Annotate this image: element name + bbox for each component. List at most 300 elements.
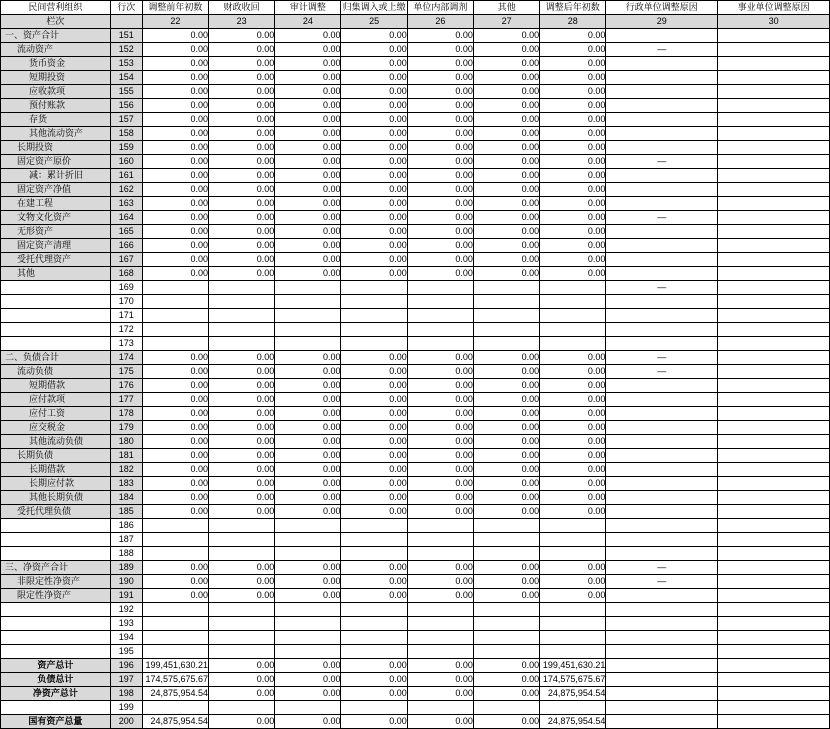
cell-col-23[interactable]: [209, 547, 275, 561]
cell-col-24[interactable]: [275, 533, 341, 547]
cell-col-28[interactable]: 0.00: [540, 183, 606, 197]
cell-col-27[interactable]: 0.00: [473, 379, 539, 393]
cell-col-23[interactable]: [209, 631, 275, 645]
cell-col-25[interactable]: [341, 533, 407, 547]
cell-col-27[interactable]: 0.00: [473, 29, 539, 43]
cell-col-22[interactable]: 0.00: [142, 141, 208, 155]
cell-col-22[interactable]: 0.00: [142, 477, 208, 491]
cell-col-23[interactable]: 0.00: [209, 379, 275, 393]
cell-col-25[interactable]: 0.00: [341, 449, 407, 463]
cell-col-28[interactable]: 0.00: [540, 57, 606, 71]
cell-col-30[interactable]: [718, 253, 830, 267]
cell-col-28[interactable]: 0.00: [540, 99, 606, 113]
cell-col-25[interactable]: 0.00: [341, 127, 407, 141]
cell-col-29[interactable]: [606, 57, 718, 71]
cell-col-24[interactable]: 0.00: [275, 659, 341, 673]
cell-col-22[interactable]: 0.00: [142, 561, 208, 575]
cell-col-29[interactable]: [606, 519, 718, 533]
cell-col-27[interactable]: 0.00: [473, 211, 539, 225]
cell-col-30[interactable]: [718, 491, 830, 505]
cell-col-24[interactable]: 0.00: [275, 379, 341, 393]
cell-col-27[interactable]: 0.00: [473, 673, 539, 687]
cell-col-29[interactable]: [606, 659, 718, 673]
cell-col-26[interactable]: [407, 547, 473, 561]
cell-col-28[interactable]: 0.00: [540, 197, 606, 211]
cell-col-24[interactable]: 0.00: [275, 477, 341, 491]
cell-col-30[interactable]: [718, 449, 830, 463]
cell-col-25[interactable]: 0.00: [341, 57, 407, 71]
cell-col-28[interactable]: 24,875,954.54: [540, 715, 606, 729]
cell-col-30[interactable]: [718, 225, 830, 239]
cell-col-28[interactable]: 0.00: [540, 393, 606, 407]
cell-col-27[interactable]: [473, 617, 539, 631]
cell-col-29[interactable]: [606, 99, 718, 113]
cell-col-26[interactable]: 0.00: [407, 673, 473, 687]
cell-col-23[interactable]: 0.00: [209, 393, 275, 407]
cell-col-30[interactable]: [718, 561, 830, 575]
cell-col-25[interactable]: [341, 603, 407, 617]
cell-col-27[interactable]: 0.00: [473, 155, 539, 169]
cell-col-29[interactable]: [606, 267, 718, 281]
cell-col-28[interactable]: 0.00: [540, 211, 606, 225]
cell-col-29[interactable]: [606, 71, 718, 85]
cell-col-23[interactable]: 0.00: [209, 435, 275, 449]
cell-col-24[interactable]: 0.00: [275, 421, 341, 435]
cell-col-28[interactable]: 0.00: [540, 113, 606, 127]
cell-col-30[interactable]: [718, 687, 830, 701]
cell-col-26[interactable]: 0.00: [407, 225, 473, 239]
cell-col-30[interactable]: [718, 99, 830, 113]
cell-col-23[interactable]: 0.00: [209, 491, 275, 505]
cell-col-22[interactable]: [142, 309, 208, 323]
cell-col-27[interactable]: 0.00: [473, 449, 539, 463]
cell-col-26[interactable]: 0.00: [407, 141, 473, 155]
cell-col-29[interactable]: [606, 463, 718, 477]
cell-col-25[interactable]: [341, 295, 407, 309]
cell-col-30[interactable]: [718, 85, 830, 99]
cell-col-28[interactable]: [540, 337, 606, 351]
cell-col-28[interactable]: [540, 519, 606, 533]
cell-col-27[interactable]: [473, 323, 539, 337]
cell-col-25[interactable]: 0.00: [341, 169, 407, 183]
cell-col-27[interactable]: 0.00: [473, 239, 539, 253]
cell-col-28[interactable]: [540, 603, 606, 617]
cell-col-26[interactable]: 0.00: [407, 71, 473, 85]
cell-col-29[interactable]: —: [606, 281, 718, 295]
cell-col-22[interactable]: 0.00: [142, 43, 208, 57]
cell-col-27[interactable]: 0.00: [473, 435, 539, 449]
cell-col-28[interactable]: [540, 701, 606, 715]
cell-col-23[interactable]: 0.00: [209, 365, 275, 379]
cell-col-27[interactable]: [473, 519, 539, 533]
cell-col-22[interactable]: 0.00: [142, 155, 208, 169]
cell-col-26[interactable]: 0.00: [407, 715, 473, 729]
cell-col-26[interactable]: 0.00: [407, 575, 473, 589]
cell-col-25[interactable]: 0.00: [341, 29, 407, 43]
cell-col-23[interactable]: 0.00: [209, 477, 275, 491]
cell-col-26[interactable]: 0.00: [407, 491, 473, 505]
cell-col-24[interactable]: 0.00: [275, 155, 341, 169]
cell-col-24[interactable]: 0.00: [275, 99, 341, 113]
cell-col-25[interactable]: 0.00: [341, 211, 407, 225]
cell-col-26[interactable]: [407, 645, 473, 659]
cell-col-26[interactable]: 0.00: [407, 43, 473, 57]
cell-col-23[interactable]: [209, 701, 275, 715]
cell-col-29[interactable]: [606, 309, 718, 323]
cell-col-30[interactable]: [718, 295, 830, 309]
cell-col-29[interactable]: —: [606, 351, 718, 365]
cell-col-23[interactable]: 0.00: [209, 183, 275, 197]
cell-col-28[interactable]: 0.00: [540, 141, 606, 155]
cell-col-28[interactable]: [540, 533, 606, 547]
cell-col-29[interactable]: —: [606, 155, 718, 169]
cell-col-26[interactable]: 0.00: [407, 351, 473, 365]
cell-col-22[interactable]: 0.00: [142, 267, 208, 281]
cell-col-30[interactable]: [718, 393, 830, 407]
cell-col-26[interactable]: 0.00: [407, 267, 473, 281]
cell-col-22[interactable]: 0.00: [142, 225, 208, 239]
cell-col-22[interactable]: 0.00: [142, 57, 208, 71]
cell-col-24[interactable]: [275, 631, 341, 645]
cell-col-30[interactable]: [718, 43, 830, 57]
cell-col-29[interactable]: —: [606, 575, 718, 589]
cell-col-24[interactable]: 0.00: [275, 127, 341, 141]
cell-col-24[interactable]: 0.00: [275, 211, 341, 225]
cell-col-29[interactable]: [606, 715, 718, 729]
cell-col-30[interactable]: [718, 715, 830, 729]
cell-col-30[interactable]: [718, 309, 830, 323]
cell-col-25[interactable]: 0.00: [341, 477, 407, 491]
cell-col-24[interactable]: [275, 547, 341, 561]
cell-col-24[interactable]: [275, 337, 341, 351]
cell-col-23[interactable]: [209, 519, 275, 533]
cell-col-26[interactable]: 0.00: [407, 365, 473, 379]
cell-col-27[interactable]: 0.00: [473, 85, 539, 99]
cell-col-25[interactable]: [341, 631, 407, 645]
cell-col-24[interactable]: 0.00: [275, 57, 341, 71]
cell-col-27[interactable]: 0.00: [473, 225, 539, 239]
cell-col-29[interactable]: [606, 687, 718, 701]
cell-col-28[interactable]: 0.00: [540, 561, 606, 575]
cell-col-23[interactable]: 0.00: [209, 407, 275, 421]
cell-col-23[interactable]: 0.00: [209, 687, 275, 701]
cell-col-30[interactable]: [718, 365, 830, 379]
cell-col-28[interactable]: 0.00: [540, 421, 606, 435]
cell-col-24[interactable]: 0.00: [275, 239, 341, 253]
cell-col-27[interactable]: 0.00: [473, 141, 539, 155]
cell-col-30[interactable]: [718, 589, 830, 603]
cell-col-25[interactable]: 0.00: [341, 85, 407, 99]
cell-col-26[interactable]: 0.00: [407, 253, 473, 267]
cell-col-23[interactable]: [209, 603, 275, 617]
cell-col-22[interactable]: 0.00: [142, 113, 208, 127]
cell-col-29[interactable]: [606, 29, 718, 43]
cell-col-22[interactable]: [142, 617, 208, 631]
cell-col-22[interactable]: 0.00: [142, 449, 208, 463]
cell-col-25[interactable]: 0.00: [341, 393, 407, 407]
cell-col-30[interactable]: [718, 323, 830, 337]
cell-col-25[interactable]: 0.00: [341, 183, 407, 197]
cell-col-27[interactable]: 0.00: [473, 127, 539, 141]
cell-col-26[interactable]: [407, 617, 473, 631]
cell-col-22[interactable]: [142, 701, 208, 715]
cell-col-28[interactable]: 24,875,954.54: [540, 687, 606, 701]
cell-col-29[interactable]: [606, 169, 718, 183]
cell-col-22[interactable]: 0.00: [142, 421, 208, 435]
cell-col-29[interactable]: [606, 239, 718, 253]
cell-col-29[interactable]: —: [606, 43, 718, 57]
cell-col-23[interactable]: 0.00: [209, 673, 275, 687]
cell-col-24[interactable]: [275, 617, 341, 631]
cell-col-30[interactable]: [718, 169, 830, 183]
cell-col-27[interactable]: 0.00: [473, 43, 539, 57]
cell-col-23[interactable]: 0.00: [209, 99, 275, 113]
cell-col-24[interactable]: 0.00: [275, 267, 341, 281]
cell-col-22[interactable]: 0.00: [142, 197, 208, 211]
cell-col-25[interactable]: 0.00: [341, 225, 407, 239]
cell-col-30[interactable]: [718, 477, 830, 491]
cell-col-25[interactable]: [341, 309, 407, 323]
cell-col-23[interactable]: 0.00: [209, 85, 275, 99]
cell-col-30[interactable]: [718, 197, 830, 211]
cell-col-22[interactable]: 0.00: [142, 379, 208, 393]
cell-col-22[interactable]: 24,875,954.54: [142, 715, 208, 729]
cell-col-29[interactable]: —: [606, 365, 718, 379]
cell-col-30[interactable]: [718, 659, 830, 673]
cell-col-30[interactable]: [718, 603, 830, 617]
cell-col-27[interactable]: 0.00: [473, 253, 539, 267]
cell-col-25[interactable]: [341, 323, 407, 337]
cell-col-22[interactable]: 0.00: [142, 71, 208, 85]
cell-col-24[interactable]: 0.00: [275, 673, 341, 687]
cell-col-30[interactable]: [718, 505, 830, 519]
cell-col-28[interactable]: 0.00: [540, 253, 606, 267]
cell-col-22[interactable]: [142, 547, 208, 561]
cell-col-24[interactable]: 0.00: [275, 575, 341, 589]
cell-col-25[interactable]: 0.00: [341, 379, 407, 393]
cell-col-26[interactable]: 0.00: [407, 561, 473, 575]
cell-col-26[interactable]: 0.00: [407, 407, 473, 421]
cell-col-23[interactable]: 0.00: [209, 589, 275, 603]
cell-col-25[interactable]: 0.00: [341, 43, 407, 57]
cell-col-30[interactable]: [718, 631, 830, 645]
cell-col-30[interactable]: [718, 211, 830, 225]
cell-col-29[interactable]: [606, 379, 718, 393]
cell-col-22[interactable]: 0.00: [142, 211, 208, 225]
cell-col-30[interactable]: [718, 519, 830, 533]
cell-col-28[interactable]: 0.00: [540, 239, 606, 253]
cell-col-29[interactable]: [606, 323, 718, 337]
cell-col-28[interactable]: 0.00: [540, 589, 606, 603]
cell-col-28[interactable]: 0.00: [540, 169, 606, 183]
cell-col-22[interactable]: [142, 603, 208, 617]
cell-col-28[interactable]: 174,575,675.67: [540, 673, 606, 687]
cell-col-29[interactable]: —: [606, 561, 718, 575]
cell-col-22[interactable]: 0.00: [142, 435, 208, 449]
cell-col-24[interactable]: 0.00: [275, 141, 341, 155]
cell-col-22[interactable]: 0.00: [142, 253, 208, 267]
cell-col-26[interactable]: [407, 533, 473, 547]
cell-col-26[interactable]: 0.00: [407, 85, 473, 99]
cell-col-23[interactable]: 0.00: [209, 253, 275, 267]
cell-col-26[interactable]: [407, 603, 473, 617]
cell-col-28[interactable]: [540, 547, 606, 561]
cell-col-23[interactable]: 0.00: [209, 211, 275, 225]
cell-col-26[interactable]: 0.00: [407, 29, 473, 43]
cell-col-22[interactable]: 0.00: [142, 183, 208, 197]
cell-col-29[interactable]: [606, 225, 718, 239]
cell-col-25[interactable]: 0.00: [341, 253, 407, 267]
cell-col-27[interactable]: 0.00: [473, 463, 539, 477]
cell-col-26[interactable]: 0.00: [407, 589, 473, 603]
cell-col-29[interactable]: [606, 197, 718, 211]
cell-col-30[interactable]: [718, 281, 830, 295]
cell-col-30[interactable]: [718, 575, 830, 589]
cell-col-26[interactable]: 0.00: [407, 183, 473, 197]
cell-col-27[interactable]: [473, 603, 539, 617]
cell-col-25[interactable]: 0.00: [341, 99, 407, 113]
cell-col-30[interactable]: [718, 71, 830, 85]
cell-col-29[interactable]: [606, 701, 718, 715]
cell-col-25[interactable]: 0.00: [341, 463, 407, 477]
cell-col-26[interactable]: 0.00: [407, 435, 473, 449]
cell-col-23[interactable]: [209, 617, 275, 631]
cell-col-27[interactable]: 0.00: [473, 267, 539, 281]
cell-col-24[interactable]: 0.00: [275, 589, 341, 603]
cell-col-25[interactable]: 0.00: [341, 659, 407, 673]
cell-col-23[interactable]: 0.00: [209, 449, 275, 463]
cell-col-25[interactable]: 0.00: [341, 575, 407, 589]
cell-col-26[interactable]: 0.00: [407, 379, 473, 393]
cell-col-30[interactable]: [718, 617, 830, 631]
cell-col-25[interactable]: 0.00: [341, 421, 407, 435]
cell-col-23[interactable]: 0.00: [209, 113, 275, 127]
cell-col-26[interactable]: [407, 701, 473, 715]
cell-col-27[interactable]: 0.00: [473, 561, 539, 575]
cell-col-23[interactable]: 0.00: [209, 351, 275, 365]
cell-col-22[interactable]: 0.00: [142, 407, 208, 421]
cell-col-22[interactable]: [142, 533, 208, 547]
cell-col-25[interactable]: [341, 519, 407, 533]
cell-col-23[interactable]: [209, 309, 275, 323]
cell-col-22[interactable]: 0.00: [142, 99, 208, 113]
cell-col-28[interactable]: 0.00: [540, 85, 606, 99]
cell-col-22[interactable]: 0.00: [142, 575, 208, 589]
cell-col-30[interactable]: [718, 407, 830, 421]
cell-col-23[interactable]: 0.00: [209, 141, 275, 155]
cell-col-23[interactable]: 0.00: [209, 463, 275, 477]
cell-col-27[interactable]: [473, 547, 539, 561]
cell-col-26[interactable]: 0.00: [407, 449, 473, 463]
cell-col-28[interactable]: 0.00: [540, 365, 606, 379]
cell-col-25[interactable]: 0.00: [341, 365, 407, 379]
cell-col-28[interactable]: 0.00: [540, 225, 606, 239]
cell-col-28[interactable]: [540, 645, 606, 659]
cell-col-24[interactable]: 0.00: [275, 253, 341, 267]
cell-col-29[interactable]: —: [606, 211, 718, 225]
cell-col-25[interactable]: 0.00: [341, 113, 407, 127]
cell-col-30[interactable]: [718, 645, 830, 659]
cell-col-29[interactable]: [606, 393, 718, 407]
cell-col-23[interactable]: 0.00: [209, 57, 275, 71]
cell-col-27[interactable]: 0.00: [473, 477, 539, 491]
cell-col-26[interactable]: [407, 295, 473, 309]
cell-col-30[interactable]: [718, 701, 830, 715]
cell-col-23[interactable]: 0.00: [209, 43, 275, 57]
cell-col-25[interactable]: 0.00: [341, 239, 407, 253]
cell-col-22[interactable]: 0.00: [142, 491, 208, 505]
cell-col-27[interactable]: [473, 281, 539, 295]
cell-col-29[interactable]: [606, 113, 718, 127]
cell-col-29[interactable]: [606, 477, 718, 491]
cell-col-22[interactable]: [142, 323, 208, 337]
cell-col-23[interactable]: 0.00: [209, 29, 275, 43]
cell-col-29[interactable]: [606, 505, 718, 519]
cell-col-29[interactable]: [606, 183, 718, 197]
cell-col-28[interactable]: 0.00: [540, 43, 606, 57]
cell-col-25[interactable]: 0.00: [341, 71, 407, 85]
cell-col-24[interactable]: 0.00: [275, 407, 341, 421]
cell-col-24[interactable]: 0.00: [275, 463, 341, 477]
cell-col-22[interactable]: 0.00: [142, 589, 208, 603]
cell-col-28[interactable]: 0.00: [540, 155, 606, 169]
cell-col-30[interactable]: [718, 155, 830, 169]
cell-col-23[interactable]: [209, 533, 275, 547]
cell-col-24[interactable]: 0.00: [275, 491, 341, 505]
cell-col-24[interactable]: 0.00: [275, 715, 341, 729]
cell-col-26[interactable]: 0.00: [407, 477, 473, 491]
cell-col-30[interactable]: [718, 533, 830, 547]
cell-col-24[interactable]: 0.00: [275, 449, 341, 463]
cell-col-27[interactable]: [473, 309, 539, 323]
cell-col-29[interactable]: [606, 337, 718, 351]
cell-col-29[interactable]: [606, 253, 718, 267]
cell-col-24[interactable]: 0.00: [275, 505, 341, 519]
cell-col-25[interactable]: [341, 617, 407, 631]
cell-col-23[interactable]: 0.00: [209, 715, 275, 729]
cell-col-27[interactable]: 0.00: [473, 393, 539, 407]
cell-col-26[interactable]: 0.00: [407, 505, 473, 519]
cell-col-24[interactable]: [275, 295, 341, 309]
cell-col-28[interactable]: 0.00: [540, 435, 606, 449]
cell-col-27[interactable]: [473, 533, 539, 547]
cell-col-25[interactable]: 0.00: [341, 561, 407, 575]
cell-col-24[interactable]: 0.00: [275, 169, 341, 183]
cell-col-27[interactable]: 0.00: [473, 421, 539, 435]
cell-col-25[interactable]: 0.00: [341, 687, 407, 701]
cell-col-22[interactable]: 0.00: [142, 239, 208, 253]
cell-col-28[interactable]: 0.00: [540, 407, 606, 421]
cell-col-29[interactable]: [606, 435, 718, 449]
cell-col-22[interactable]: [142, 281, 208, 295]
cell-col-24[interactable]: 0.00: [275, 435, 341, 449]
cell-col-24[interactable]: 0.00: [275, 85, 341, 99]
cell-col-27[interactable]: 0.00: [473, 505, 539, 519]
cell-col-29[interactable]: [606, 491, 718, 505]
cell-col-23[interactable]: 0.00: [209, 127, 275, 141]
cell-col-26[interactable]: [407, 519, 473, 533]
cell-col-27[interactable]: 0.00: [473, 113, 539, 127]
cell-col-23[interactable]: 0.00: [209, 505, 275, 519]
cell-col-23[interactable]: 0.00: [209, 575, 275, 589]
cell-col-30[interactable]: [718, 141, 830, 155]
cell-col-22[interactable]: 0.00: [142, 463, 208, 477]
cell-col-22[interactable]: [142, 631, 208, 645]
cell-col-26[interactable]: 0.00: [407, 687, 473, 701]
cell-col-28[interactable]: [540, 323, 606, 337]
cell-col-30[interactable]: [718, 57, 830, 71]
cell-col-27[interactable]: 0.00: [473, 183, 539, 197]
